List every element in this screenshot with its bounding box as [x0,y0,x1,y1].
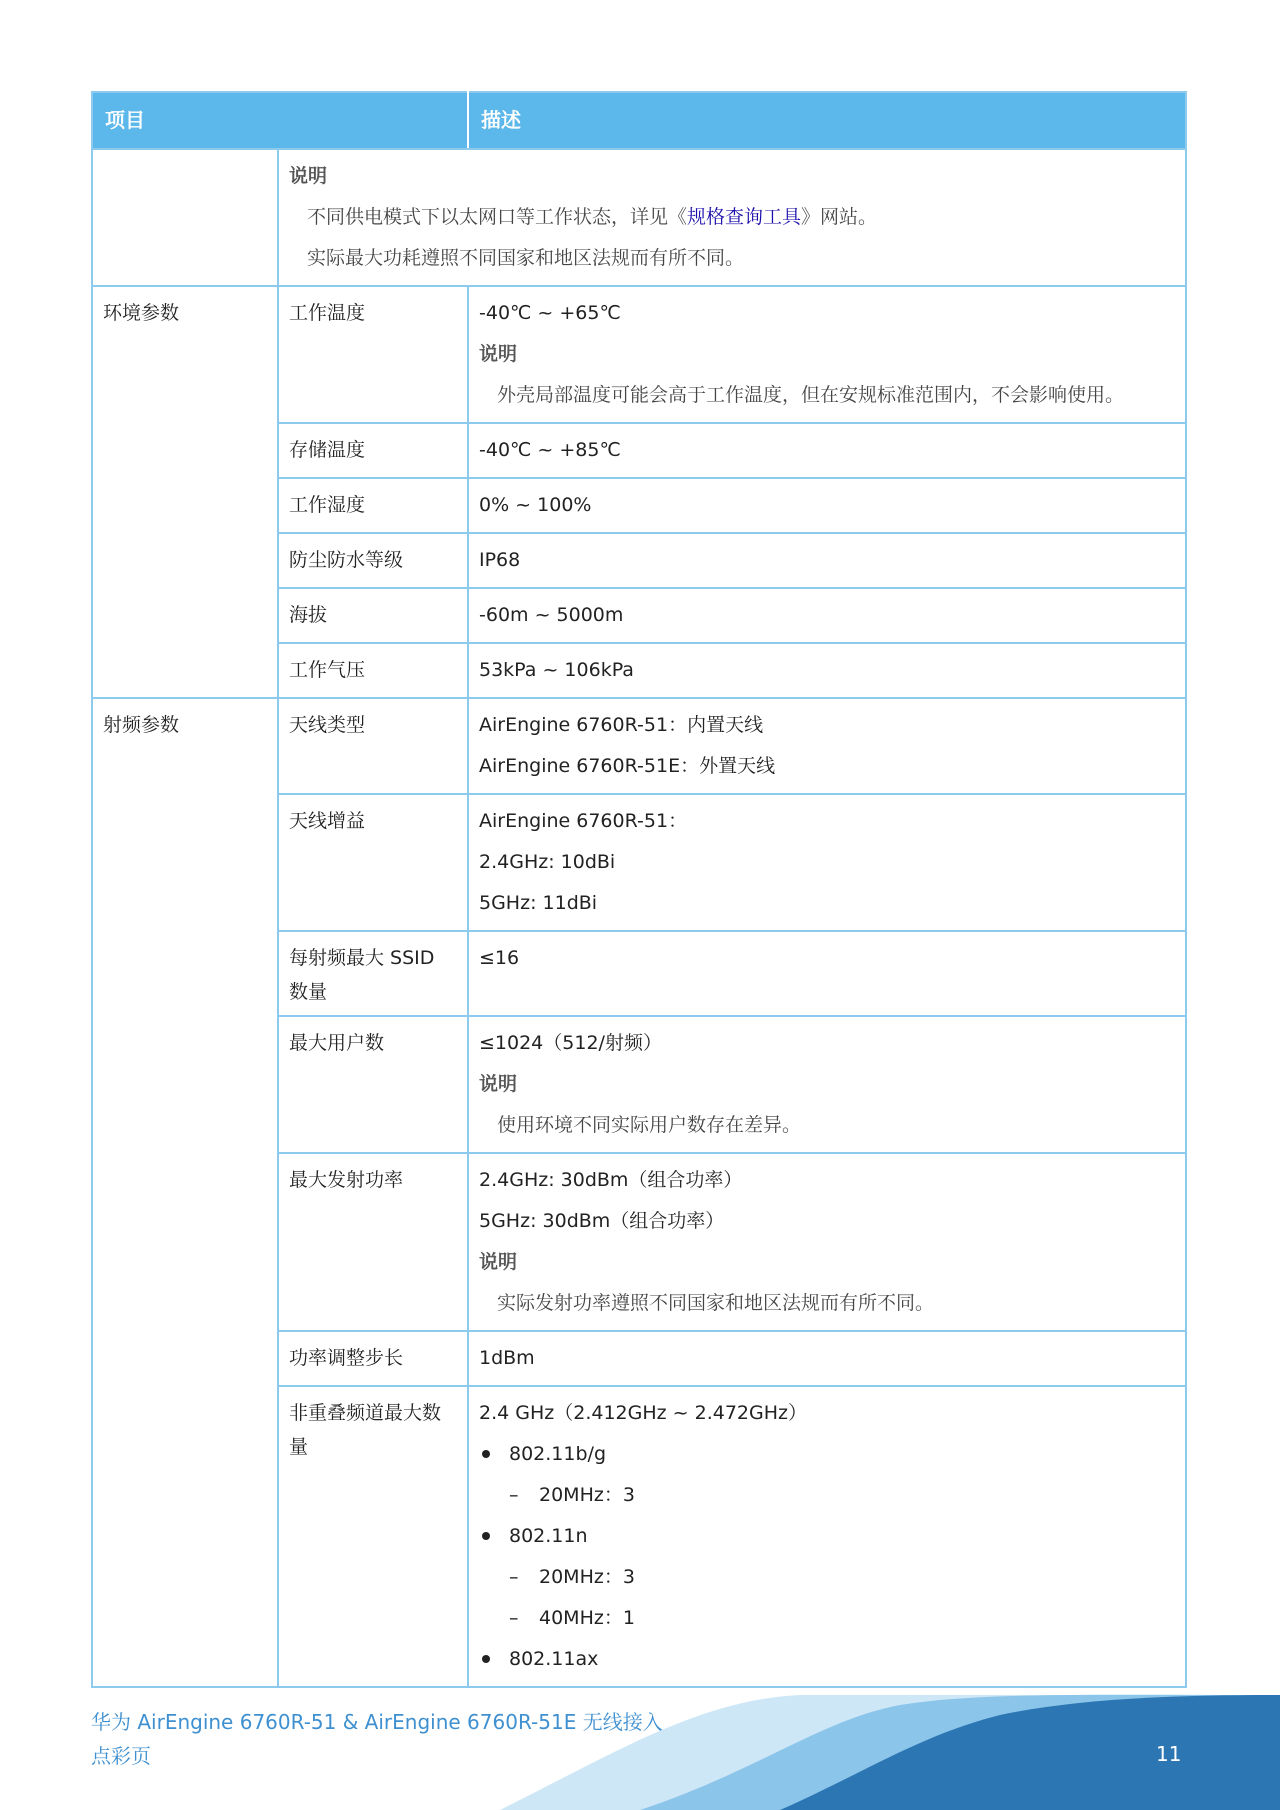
param-value [468,286,1186,423]
spec-table [91,91,1187,1688]
empty-category-cell [92,149,278,286]
param-name [278,1386,468,1687]
footer-title-line: 华为 AirEngine 6760R-51 & AirEngine 6760R-51E 无线接入 [91,1710,663,1734]
param-name: 防尘防水等级 [278,533,468,588]
param-name: 存储温度 [278,423,468,478]
value-line: AirEngine 6760R-51E：外置天线 [479,755,776,777]
sub-item: – 40MHz：1 [479,1598,1175,1639]
param-value: IP68 [468,533,1186,588]
param-name: 工作湿度 [278,478,468,533]
value-line: -40℃ ~ +65℃ [479,302,621,324]
category-rf: 射频参数 [92,698,278,1687]
table-row [92,149,1186,286]
value-line: 2.4 GHz（2.412GHz ~ 2.472GHz） [479,1402,807,1424]
note-text-post: 》网站。 [801,206,878,228]
footer-title [91,1705,691,1773]
bullet-item: 802.11ax [479,1639,1175,1680]
value-line: 5GHz: 30dBm（组合功率） [479,1210,725,1232]
param-name: 工作温度 [278,286,468,423]
param-name: 海拔 [278,588,468,643]
param-value: 1dBm [468,1331,1186,1386]
note-text [289,197,1175,238]
param-name: 天线增益 [278,794,468,931]
param-name [278,931,468,1016]
param-name: 天线类型 [278,698,468,794]
note-label: 说明 [479,343,518,365]
param-value [468,1153,1186,1331]
note-text-pre: 不同供电模式下以太网口等工作状态，详见《 [307,206,688,228]
value-line: 2.4GHz: 30dBm（组合功率） [479,1169,743,1191]
note-text: 实际发射功率遵照不同国家和地区法规而有所不同。 [497,1292,935,1314]
note-label: 说明 [289,165,328,187]
param-value: -40℃ ~ +85℃ [468,423,1186,478]
param-name-line: 每射频最大 SSID [289,947,435,969]
param-name: 功率调整步长 [278,1331,468,1386]
table-row [92,286,1186,423]
param-name: 最大用户数 [278,1016,468,1153]
bullet-item: 802.11n [479,1516,1175,1557]
power-note-cell [278,149,1186,286]
param-name-line: 非重叠频道最大数 [289,1402,442,1424]
sub-item: – 20MHz：3 [479,1475,1175,1516]
footer-title-line: 点彩页 [91,1744,151,1768]
param-value [468,698,1186,794]
category-env: 环境参数 [92,286,278,698]
note-text: 外壳局部温度可能会高于工作温度，但在安规标准范围内，不会影响使用。 [497,384,1125,406]
param-value: 0% ~ 100% [468,478,1186,533]
param-value: -60m ~ 5000m [468,588,1186,643]
note-label: 说明 [479,1251,518,1273]
note-label: 说明 [479,1073,518,1095]
param-value: 53kPa ~ 106kPa [468,643,1186,698]
param-value [468,1016,1186,1153]
sub-item: – 20MHz：3 [479,1557,1175,1598]
param-name: 工作气压 [278,643,468,698]
value-line: 5GHz: 11dBi [479,892,598,914]
table-row [92,698,1186,794]
param-value [468,1386,1186,1687]
note-text: 实际最大功耗遵照不同国家和地区法规而有所不同。 [307,247,745,269]
value-line: ≤1024（512/射频） [479,1032,662,1054]
bullet-item: 802.11b/g [479,1434,1175,1475]
table-header-row [92,92,1186,149]
note-text: 使用环境不同实际用户数存在差异。 [497,1114,802,1136]
value-line: 2.4GHz: 10dBi [479,851,616,873]
header-desc: 描述 [468,92,1186,149]
param-value [468,794,1186,931]
value-line: AirEngine 6760R-51：内置天线 [479,714,764,736]
value-line: AirEngine 6760R-51： [479,810,688,832]
param-name-line: 量 [289,1436,309,1458]
param-name-line: 数量 [289,981,328,1003]
header-item: 项目 [92,92,468,149]
page-number: 11 [1156,1742,1182,1766]
spec-tool-link[interactable]: 规格查询工具 [687,206,802,228]
param-name: 最大发射功率 [278,1153,468,1331]
param-value: ≤16 [468,931,1186,1016]
